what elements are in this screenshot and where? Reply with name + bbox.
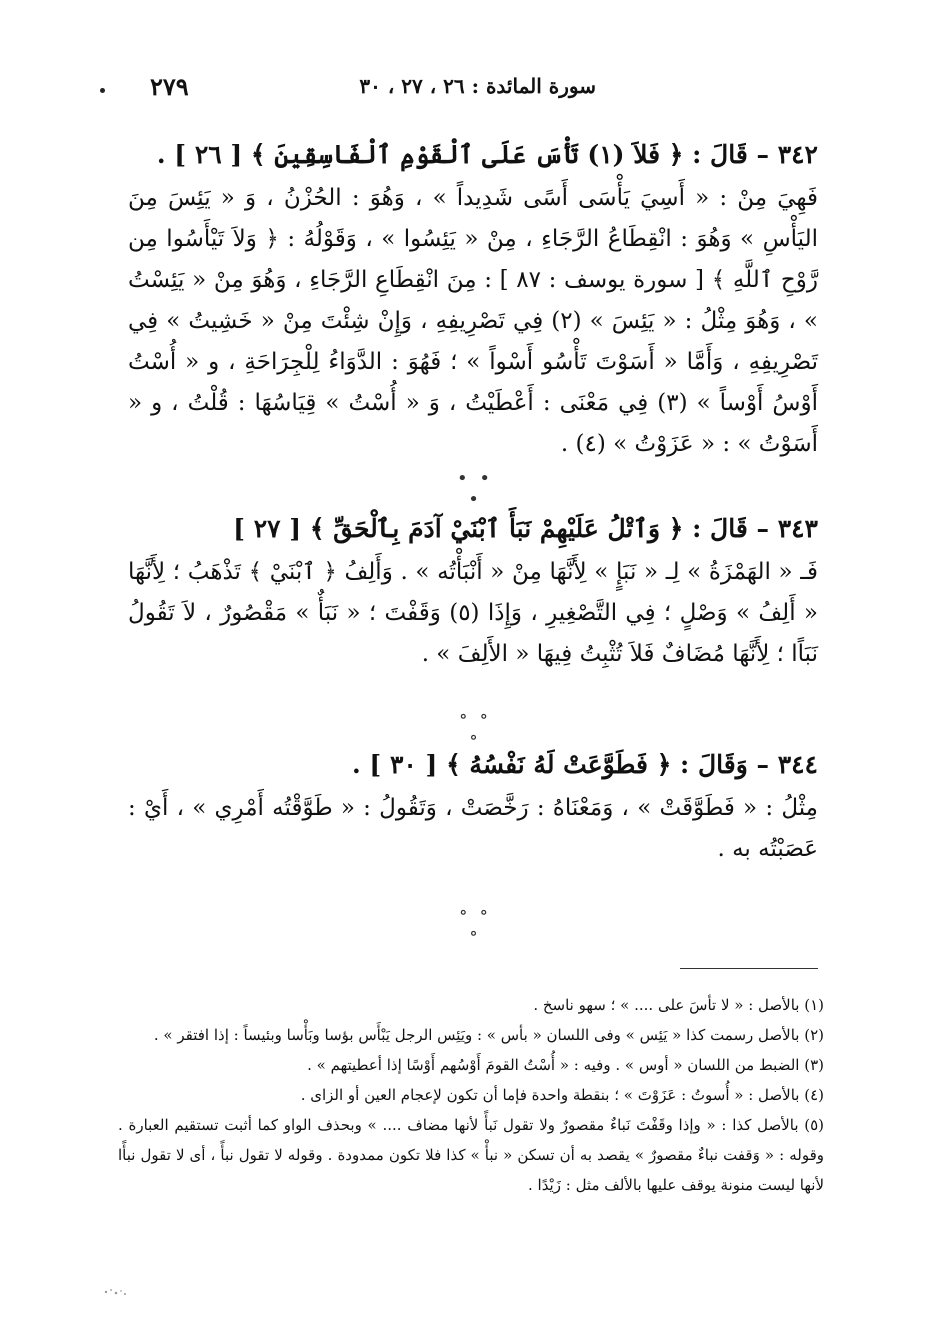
footnote-2: (٢) بالأصل رسمت كذا « يَئِس » وفى اللسان « بأس » : ويَئِس الرجل يَبْأَس بؤسا وبَأْسا وبئيساً : إذا افتقر » . — [153, 1026, 824, 1044]
section-body: مِثْلُ : « فَطَوَّقَتْ » ، وَمَعْنَاهُ : رَخَّصَتْ ، وَتَقُولُ : « طَوَّقْتُه أَمْرِي » ، أَيْ : عَصَبْتُه به . — [128, 795, 818, 862]
section-342 — [128, 132, 818, 465]
section-body: فَـ « الهَمْزَةُ » لِـ « نَبَإٍ » لِأَنَّهَا مِنْ « أَنْبَأْتُه » . وَأَلِفُ ﴿ ٱبْنَيْ ﴾ تَذْهَبُ ؛ لِأَنَّهَا « أَلِفُ » وَصْلٍ ؛ فِي التَّصْغِيرِ ، وَإِذَا (٥) وَقَفْتَ ؛ « نَبَأٌ » مَقْصُورٌ ، لاَ تَقُولُ نَبَاًا ؛ لِأَنَّهَا مُضَافٌ فَلاَ تُثْبِتُ فِيهَا « الأَلِفَ » . — [128, 559, 818, 667]
footnotes — [118, 990, 824, 1200]
running-title: سورة المائدة : ٢٦ ، ٢٧ ، ٣٠ — [359, 74, 596, 98]
section-343 — [128, 506, 818, 675]
section-body: فَهِيَ مِنْ : « أَسِيَ يَأْسَى أَسًى شَدِيداً » ، وَهُوَ : الحُزْنُ ، وَ « يَئِسَ مِنَ اليَأْسِ » وَهُوَ : انْقِطَاعُ الرَّجَاءِ ، مِنْ « يَئِسُوا » ، وَقَوْلُهُ : ﴿ وَلاَ تَيْأَسُوا مِن رَّوْحِ ٱللَّهِ ﴾ [ سورة يوسف : ٨٧ ] : مِنَ انْقِطَاعِ الرَّجَاءِ ، وَهُوَ مِنْ « يَئِسْتُ » ، وَهُوَ مِثْلُ : « يَئِسَ » (٢) فِي تَصْرِيفِهِ ، وَإِنْ شِئْتَ مِنْ « خَشِيتُ » فِي تَصْرِيفِهِ ، وَأَمَّا « أَسَوْتَ تَأْسُو أَسْواً » ؛ فَهُوَ : الدَّوَاءُ لِلْجِرَاحَةِ ، و « أُسْتُ أَوْسُ أَوْساً » (٣) فِي مَعْنَى : أَعْطَيْتُ ، وَ « أُسْتُ » قِيَاسُهَا : قُلْتُ ، و « أَسَوْتُ » : « عَزَوْتُ » (٤) . — [128, 185, 819, 457]
footnote-3: (٣) الضبط من اللسان « أوس » . وفيه : « أُسْتُ القومَ أَوْسُهم أَوْسًا إذا أعطيتهم » . — [307, 1056, 824, 1074]
scan-speck-icon — [102, 1286, 128, 1298]
footnote-4: (٤) بالأصل : « أُسوتُ : عَزَوْتَ » ؛ بنقطة واحدة فإما أن تكون لإعجام العين أو الزاى . — [300, 1086, 824, 1104]
section-separator: • • • — [457, 468, 493, 510]
margin-dot — [100, 88, 105, 93]
section-344 — [128, 742, 818, 870]
section-heading: ٣٤٤ – وَقَالَ : ﴿ فَطَوَّعَتْ لَهُ نَفْسُهُ ﴾ [ ٣٠ ] . — [352, 750, 818, 779]
footnote-rule — [680, 968, 818, 969]
page-header — [150, 66, 596, 106]
scan-speck — [102, 1286, 128, 1301]
footnote-1: (١) بالأصل : « لا تأسَ على .... » ؛ سهو ناسخ . — [533, 996, 824, 1014]
section-separator: ∘ ∘ ∘ — [458, 706, 492, 748]
section-separator: ∘ ∘ ∘ — [458, 902, 492, 944]
footnote-5: (٥) بالأصل كذا : « وإذا وقَفْتَ نَباءٌ مقصورٌ ولا تقول نَبأً لأنها مضاف .... » وبحذف الواو كما أثبت تستقيم العبارة . وقوله : « وَقفت نباءٌ مقصورٌ » يقصد به أن تسكن « نبأْ » كذا فلا تكون ممدودة . وقوله لا تقول نبأً ، أى لا تقول نبأًا لأنها ليست منونة يوقف عليها بالألف مثل : زَيْدًا . — [118, 1116, 824, 1194]
section-heading: ٣٤٣ – قَالَ : ﴿ وَٱتْلُ عَلَيْهِمْ نَبَأَ ٱبْنَيْ آدَمَ بِٱلْحَقِّ ﴾ [ ٢٧ ] — [233, 514, 818, 543]
section-heading: ٣٤٢ – قَالَ : ﴿ فَلاَ (١) تَأْسَ عَلَى ٱلْقَوْمِ ٱلْفَاسِقِينَ ﴾ [ ٢٦ ] . — [156, 140, 818, 169]
page-number: ٢٧٩ — [150, 71, 189, 101]
